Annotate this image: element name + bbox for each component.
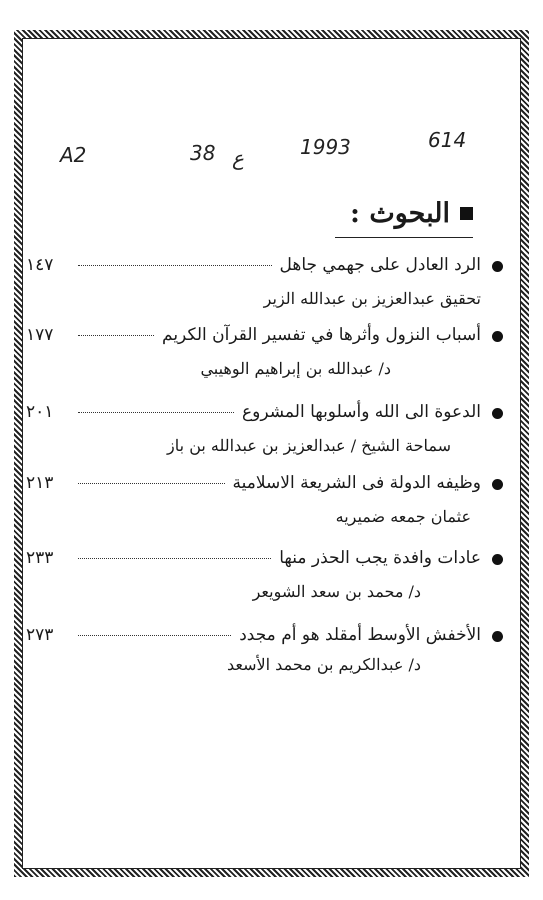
entry-page: ١٤٧ — [26, 255, 54, 275]
entry-title: الأخفش الأوسط أمقلد هو أم مجدد — [239, 625, 481, 645]
handwritten-note-b: 38 — [190, 141, 216, 165]
section-heading — [350, 198, 473, 229]
handwritten-note-d: 1993 — [300, 135, 351, 159]
handwritten-note-e: 614 — [428, 128, 467, 152]
toc-entry — [26, 402, 481, 455]
entry-title: وظيفه الدولة فى الشريعة الاسلامية — [232, 473, 481, 493]
entry-author: د/ عبدالكريم بن محمد الأسعد — [227, 655, 421, 674]
bullet-icon — [492, 408, 503, 419]
entry-title: الرد العادل على جهمي جاهل — [279, 255, 481, 275]
handwritten-note-a: A2 — [60, 143, 87, 167]
entry-author: عثمان جمعه ضميريه — [335, 507, 471, 526]
toc-entry — [26, 548, 481, 601]
toc-entry — [26, 255, 481, 308]
section-heading-text: البحوث : — [349, 198, 450, 229]
entry-author: د/ محمد بن سعد الشويعر — [252, 582, 421, 601]
handwritten-note-c: ع — [232, 146, 244, 170]
heading-underline — [335, 237, 473, 238]
bullet-icon — [492, 331, 503, 342]
entry-author: سماحة الشيخ / عبدالعزيز بن عبدالله بن باز — [167, 436, 451, 455]
leader-dots — [78, 558, 271, 559]
entry-title: الدعوة الى الله وأسلوبها المشروع — [242, 402, 481, 422]
leader-dots — [78, 483, 225, 484]
entry-page: ٢٠١ — [26, 402, 54, 422]
square-bullet-icon — [460, 207, 473, 220]
entry-author: د/ عبدالله بن إبراهيم الوهيبي — [200, 359, 391, 378]
leader-dots — [78, 635, 231, 636]
entry-title: أسباب النزول وأثرها في تفسير القرآن الكريم — [162, 325, 481, 345]
bullet-icon — [492, 631, 503, 642]
toc-entry — [26, 625, 481, 674]
leader-dots — [78, 335, 154, 336]
entry-author: تحقيق عبدالعزيز بن عبدالله الزير — [263, 289, 481, 308]
bullet-icon — [492, 261, 503, 272]
toc-entry — [26, 473, 481, 526]
bullet-icon — [492, 479, 503, 490]
leader-dots — [78, 265, 272, 266]
leader-dots — [78, 412, 234, 413]
entry-page: ١٧٧ — [26, 325, 54, 345]
entry-page: ٢٣٣ — [26, 548, 54, 568]
bullet-icon — [492, 554, 503, 565]
entry-page: ٢٧٣ — [26, 625, 54, 645]
entry-page: ٢١٣ — [26, 473, 54, 493]
toc-entry — [26, 325, 481, 378]
entry-title: عادات وافدة يجب الحذر منها — [279, 548, 481, 568]
